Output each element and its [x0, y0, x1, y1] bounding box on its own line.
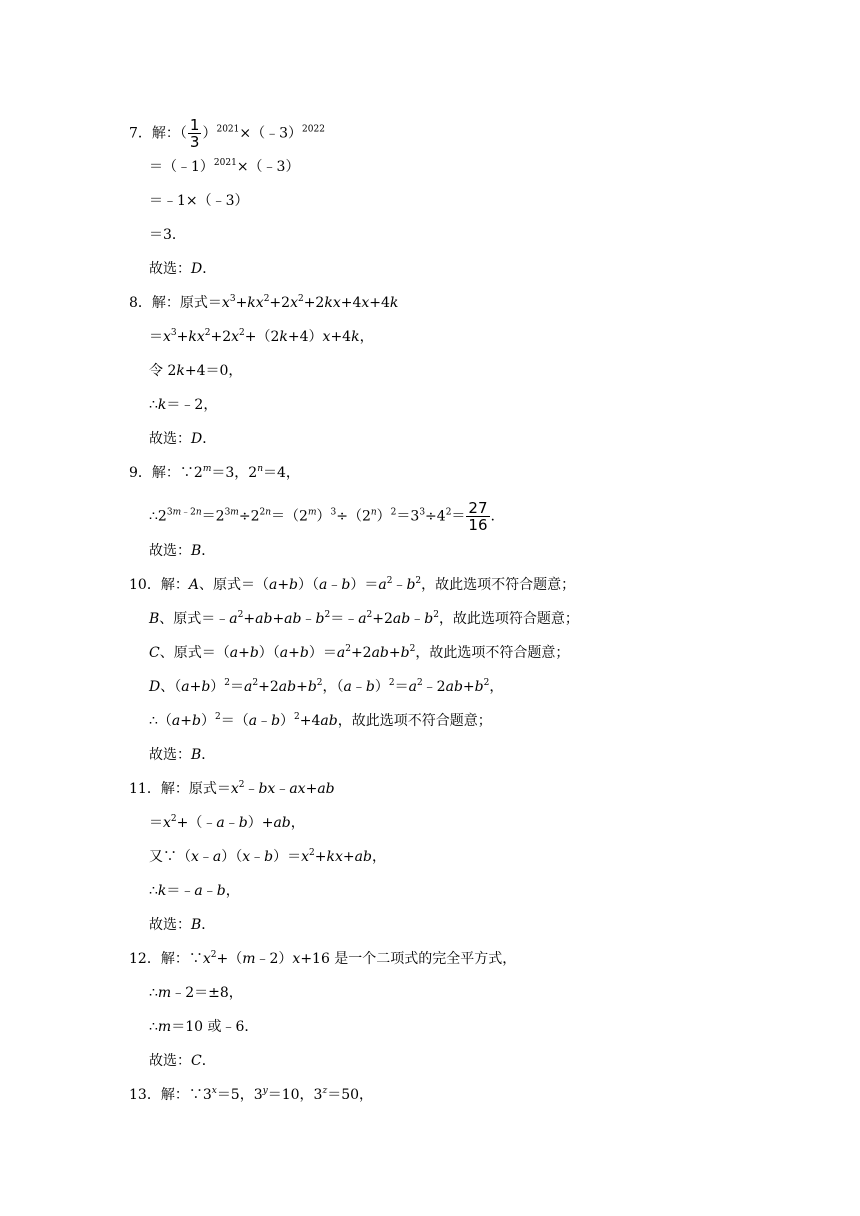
q10-line2: B、原式$=﹣a^2+ab+ab﹣b^2=﹣a^2+2ab﹣b^2$，故此选项符合题意； — [149, 610, 579, 627]
q7-line2: ＝（﹣1）$^{2021}$×（﹣3） — [149, 158, 300, 175]
q7-line3: ＝﹣1×（﹣3） — [149, 193, 249, 209]
q12-answer: 故选：C． — [149, 1053, 216, 1069]
q12-line2: ∴m﹣2＝±8， — [149, 985, 243, 1001]
q11-line2: $=x^2+(﹣a﹣b)+ab$， — [149, 814, 305, 831]
q10-line4: D、$(a+b)^2=a^2+2ab+b^2$，$(a﹣b)^2=a^2﹣2ab+b^2$， — [149, 678, 504, 695]
q11-line1: 11．解：原式$=x^2﹣bx﹣ax+ab$ — [129, 780, 335, 797]
fraction-27-16: $\frac{27}{16}$ — [468, 499, 488, 534]
q9-line2: $\therefore 2^{3m﹣2n}=2^{3m}\div 2^{2n}=(2^m)^3\div(2^n)^2=3^3\div 4^2=$ $\frac{27}{16}$ . — [149, 499, 495, 534]
q11-answer: 故选：B． — [149, 917, 216, 933]
q13-line1: 13．解：$\because 3^x=5$，$3^y=10$，$3^z=50$， — [129, 1086, 374, 1103]
q11-line3: 又$\because(x﹣a)(x﹣b)=x^2+kx+ab$， — [149, 848, 386, 865]
q8-line1: 8．解：原式$=x^3+kx^2+2x^2+2kx+4x+4k$ — [129, 294, 399, 311]
q8-line3: 令 2k+4＝0， — [149, 363, 243, 379]
q8-answer: 故选：D． — [149, 431, 217, 447]
q10-line5: $\therefore(a+b)^2=(a﹣b)^2+4ab$，故此选项不符合题意； — [149, 712, 492, 729]
q9-line1: 9．解：$\because 2^m=3$，$2^n=4$， — [129, 464, 300, 481]
q7-line1: 7．解：（ $\frac{1}{3}$ ）$^{2021}$×（﹣3）$^{2022}$ — [129, 116, 325, 151]
q12-line3: ∴m＝10 或﹣6． — [149, 1019, 259, 1035]
q8-line4: ∴k＝﹣2， — [149, 397, 218, 413]
q7-label: 7．解： — [129, 125, 180, 142]
fraction-one-third: $\frac{1}{3}$ — [189, 116, 200, 151]
q10-line3: C、原式$=(a+b)(a+b)=a^2+2ab+b^2$，故此选项不符合题意； — [149, 644, 570, 661]
q11-line4: ∴k＝﹣a﹣b， — [149, 883, 240, 899]
q10-answer: 故选：B． — [149, 747, 216, 763]
q9-answer: 故选：B． — [149, 543, 216, 559]
q7-line4: ＝3． — [149, 227, 186, 243]
q7-answer: 故选：D． — [149, 261, 217, 277]
q8-line2: $=x^3+kx^2+2x^2+(2k+4)x+4k$， — [149, 328, 374, 345]
q10-line1: 10．解：A、原式$=(a+b)(a﹣b)=a^2﹣b^2$，故此选项不符合题意； — [129, 576, 576, 593]
q12-line1: 12．解：$\because x^2+(m﹣2)x+16$ 是一个二项式的完全平方式， — [129, 950, 517, 967]
